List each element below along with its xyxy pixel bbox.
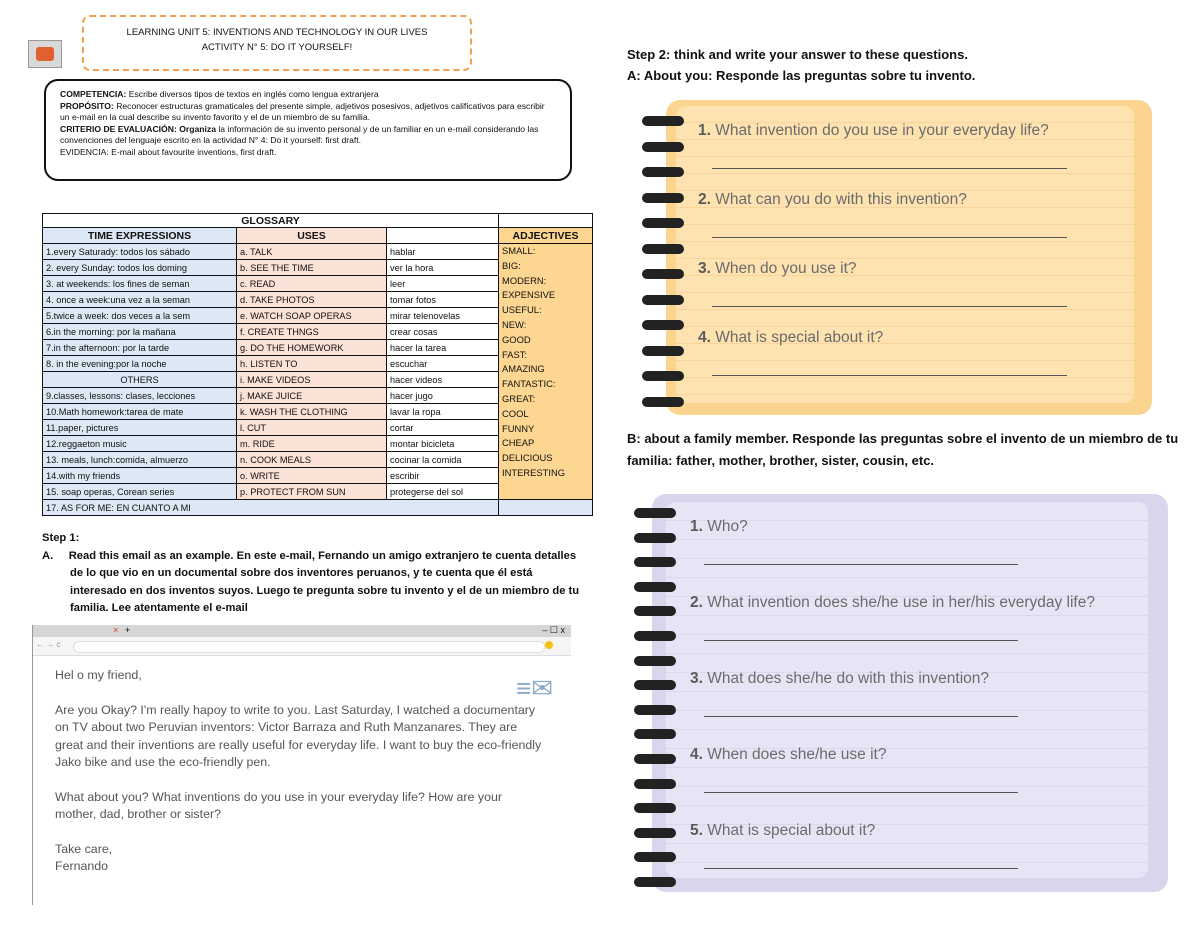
- question-text: Who?: [702, 518, 748, 535]
- use-verb: m. RIDE: [237, 436, 387, 452]
- spiral-ring-icon: [634, 705, 676, 715]
- adjective-item: BIG:: [502, 259, 521, 271]
- time-expression: 11.paper, pictures: [43, 420, 237, 436]
- glossary-table: [42, 213, 593, 516]
- question-item: [698, 329, 883, 347]
- use-verb: j. MAKE JUICE: [237, 388, 387, 404]
- answer-line[interactable]: [704, 716, 1018, 717]
- question-item: [690, 518, 748, 536]
- question-text: When do you use it?: [710, 260, 857, 277]
- question-item: [698, 191, 967, 209]
- time-expression: 2. every Sunday: todos los doming: [43, 260, 237, 276]
- use-spanish: escribir: [387, 468, 499, 484]
- time-expression: 15. soap operas, Corean series: [43, 484, 237, 500]
- header-adjectives: ADJECTIVES: [499, 228, 593, 244]
- spiral-ring-icon: [642, 116, 684, 126]
- use-spanish: crear cosas: [387, 324, 499, 340]
- use-verb: l. CUT: [237, 420, 387, 436]
- competencia-box: [44, 79, 572, 181]
- question-text: What invention does she/he use in her/his everyday life?: [702, 594, 1095, 611]
- use-verb: b. SEE THE TIME: [237, 260, 387, 276]
- answer-line[interactable]: [712, 237, 1067, 238]
- answer-line[interactable]: [704, 792, 1018, 793]
- time-expression: 6.in the morning: por la mañana: [43, 324, 237, 340]
- spiral-ring-icon: [634, 606, 676, 616]
- spiral-ring-icon: [642, 295, 684, 305]
- adjective-item: COOL: [502, 407, 529, 419]
- question-number: 4.: [690, 746, 703, 763]
- time-expression: 7.in the afternoon: por la tarde: [43, 340, 237, 356]
- email-greeting: Hel o my friend,: [55, 668, 142, 682]
- spiral-ring-icon: [634, 680, 676, 690]
- answer-line[interactable]: [704, 640, 1018, 641]
- competencia-text: Escribe diversos tipos de textos en inglés como lengua extranjera: [126, 89, 379, 99]
- use-verb: i. MAKE VIDEOS: [237, 372, 387, 388]
- tab-close-icon[interactable]: ×: [113, 625, 119, 635]
- question-item: [690, 822, 875, 840]
- step2-sub-b: B: about a family member. Responde las preguntas sobre el invento de un miembro de tu familia: father, mother, brother, sister, cousin, etc.: [627, 431, 1179, 468]
- time-expression: 8. in the evening:por la noche: [43, 356, 237, 372]
- use-verb: c. READ: [237, 276, 387, 292]
- use-verb: n. COOK MEALS: [237, 452, 387, 468]
- adjectives-list: [499, 244, 593, 500]
- answer-line[interactable]: [704, 564, 1018, 565]
- time-expression: 4. once a week:una vez a la seman: [43, 292, 237, 308]
- url-input[interactable]: [73, 641, 545, 653]
- adjective-item: FAST:: [502, 348, 528, 360]
- time-expression: 9.classes, lessons: clases, lecciones: [43, 388, 237, 404]
- proposito-label: PROPÓSITO:: [60, 100, 114, 111]
- email-closing: Take care,: [55, 841, 113, 856]
- question-item: [690, 746, 886, 764]
- step1-heading: Step 1:: [42, 532, 80, 544]
- spiral-ring-icon: [642, 244, 684, 254]
- use-verb: p. PROTECT FROM SUN: [237, 484, 387, 500]
- activity-title: ACTIVITY N° 5: DO IT YOURSELF!: [201, 42, 353, 53]
- spiral-ring-icon: [642, 218, 684, 228]
- spiral-ring-icon: [642, 193, 684, 203]
- use-spanish: cocinar la comida: [387, 452, 499, 468]
- question-number: 1.: [690, 518, 703, 535]
- spiral-ring-icon: [642, 397, 684, 407]
- adjective-item: EXPENSIVE: [502, 289, 556, 301]
- use-verb: o. WRITE: [237, 468, 387, 484]
- adjective-item: GOOD: [502, 333, 531, 345]
- browser-tabbar: [33, 625, 571, 637]
- use-spanish: hacer jugo: [387, 388, 499, 404]
- question-text: What is special about it?: [710, 329, 884, 346]
- use-spanish: protegerse del sol: [387, 484, 499, 500]
- email-body: [55, 667, 571, 876]
- adjective-item: AMAZING: [502, 363, 545, 375]
- adjective-item: USEFUL:: [502, 304, 542, 316]
- spiral-ring-icon: [634, 828, 676, 838]
- use-verb: h. LISTEN TO: [237, 356, 387, 372]
- spiral-ring-icon: [634, 656, 676, 666]
- use-verb: g. DO THE HOMEWORK: [237, 340, 387, 356]
- new-tab-icon[interactable]: +: [125, 625, 131, 635]
- spiral-ring-icon: [634, 779, 676, 789]
- spiral-ring-icon: [634, 803, 676, 813]
- question-text: What can you do with this invention?: [710, 191, 967, 208]
- answer-line[interactable]: [712, 168, 1067, 169]
- glossary-title: GLOSSARY: [43, 214, 499, 228]
- use-verb: e. WATCH SOAP OPERAS: [237, 308, 387, 324]
- spiral-ring-icon: [642, 371, 684, 381]
- adjective-item: FANTASTIC:: [502, 378, 556, 390]
- email-browser-window: [32, 625, 571, 905]
- use-spanish: tomar fotos: [387, 292, 499, 308]
- use-spanish: hablar: [387, 244, 499, 260]
- adjective-item: INTERESTING: [502, 466, 566, 478]
- notebook-a: [666, 100, 1152, 415]
- use-spanish: cortar: [387, 420, 499, 436]
- others-label: OTHERS: [43, 372, 237, 388]
- adjective-item: MODERN:: [502, 274, 547, 286]
- header-uses: USES: [237, 228, 387, 244]
- criterio-label: CRITERIO DE EVALUACIÓN: Organiza: [60, 123, 216, 134]
- question-number: 2.: [698, 191, 711, 208]
- use-spanish: mirar telenovelas: [387, 308, 499, 324]
- question-item: [698, 122, 1049, 140]
- use-verb: a. TALK: [237, 244, 387, 260]
- use-spanish: hacer la tarea: [387, 340, 499, 356]
- use-spanish: ver la hora: [387, 260, 499, 276]
- extension-icon[interactable]: [545, 641, 553, 649]
- question-number: 2.: [690, 594, 703, 611]
- question-item: [690, 670, 989, 688]
- question-text: What invention do you use in your everyday life?: [710, 122, 1049, 139]
- glossary-row: [43, 244, 593, 260]
- spiral-ring-icon: [634, 852, 676, 862]
- question-text: What does she/he do with this invention?: [702, 670, 989, 687]
- spiral-ring-icon: [634, 508, 676, 518]
- use-spanish: lavar la ropa: [387, 404, 499, 420]
- spiral-ring-icon: [634, 582, 676, 592]
- time-expression: 13. meals, lunch:comida, almuerzo: [43, 452, 237, 468]
- envelope-icon: ≡✉: [516, 673, 553, 703]
- step2-sub-a: A: About you: Responde las preguntas sobre tu invento.: [627, 68, 976, 83]
- email-signature: Fernando: [55, 859, 109, 873]
- question-text: What is special about it?: [702, 822, 876, 839]
- spiral-ring-icon: [634, 754, 676, 764]
- question-number: 4.: [698, 329, 711, 346]
- notebook-a-page: [676, 106, 1134, 403]
- spiral-ring-icon: [634, 877, 676, 887]
- step1-section: [42, 530, 582, 618]
- spiral-ring-icon: [642, 269, 684, 279]
- email-paragraph-2: What about you? What inventions do you use in your everyday life? How are your mother, dad, brother or sister?: [55, 789, 502, 821]
- adjective-item: GREAT:: [502, 392, 536, 404]
- address-bar-row: [33, 637, 571, 656]
- spiral-ring-icon: [634, 557, 676, 567]
- question-item: [690, 594, 1095, 612]
- step2-section: [627, 44, 1187, 86]
- nav-buttons[interactable]: ← → c: [36, 640, 61, 649]
- answer-line[interactable]: [712, 375, 1067, 376]
- spiral-ring-icon: [634, 729, 676, 739]
- adjective-item: SMALL:: [502, 245, 536, 256]
- use-spanish: montar bicicleta: [387, 436, 499, 452]
- use-verb: k. WASH THE CLOTHING: [237, 404, 387, 420]
- adjective-item: DELICIOUS: [502, 452, 553, 464]
- step1-item-a: A. Read this email as an example. En este e-mail, Fernando un amigo extranjero te cuenta detalles de lo que vio en un documental sobre dos inventores peruanos, y te cuenta que él está interesado en dos inventos suyos. Luego te pregunta sobre tu invento y el de un miembro de tu familia. Lee atentamente el e-mail: [42, 549, 580, 615]
- question-text: When does she/he use it?: [702, 746, 887, 763]
- use-spanish: leer: [387, 276, 499, 292]
- adjective-item: CHEAP: [502, 437, 535, 449]
- answer-line[interactable]: [704, 868, 1018, 869]
- window-controls[interactable]: – ☐ x: [542, 625, 565, 635]
- adjective-item: NEW:: [502, 318, 527, 330]
- use-verb: d. TAKE PHOTOS: [237, 292, 387, 308]
- use-spanish: hacer videos: [387, 372, 499, 388]
- spiral-ring-icon: [642, 346, 684, 356]
- time-expression: 5.twice a week: dos veces a la sem: [43, 308, 237, 324]
- spiral-ring-icon: [634, 631, 676, 641]
- unit-logo-icon: [28, 40, 62, 68]
- competencia-label: COMPETENCIA:: [60, 89, 127, 99]
- header-time-expressions: TIME EXPRESSIONS: [43, 228, 237, 244]
- spiral-ring-icon: [634, 533, 676, 543]
- spiral-ring-icon: [642, 320, 684, 330]
- unit-title: LEARNING UNIT 5: INVENTIONS AND TECHNOLOGY IN OUR LIVES: [126, 27, 428, 38]
- time-expression: 3. at weekends: los fines de seman: [43, 276, 237, 292]
- step2-heading: Step 2: think and write your answer to these questions.: [627, 47, 968, 62]
- title-box: [82, 15, 472, 71]
- question-number: 1.: [698, 122, 711, 139]
- time-expression: 10.Math homework:tarea de mate: [43, 404, 237, 420]
- time-expression: 14.with my friends: [43, 468, 237, 484]
- time-expression: 12.reggaeton music: [43, 436, 237, 452]
- question-number: 3.: [690, 670, 703, 687]
- time-expression: 1.every Saturady: todos los sábado: [43, 244, 237, 260]
- spiral-ring-icon: [642, 167, 684, 177]
- question-item: [698, 260, 857, 278]
- use-spanish: escuchar: [387, 356, 499, 372]
- adjective-item: FUNNY: [502, 422, 535, 434]
- proposito-text: Reconocer estructuras gramaticales del presente simple, adjetivos posesivos, adjetivos calificativos para escribir un e-mail en la cual describe su invento favorito y el de un miembro de su familia.: [60, 100, 545, 123]
- spiral-ring-icon: [642, 142, 684, 152]
- evidencia-text: EVIDENCIA: E-mail about favourite inventions, first draft.: [60, 146, 277, 157]
- question-number: 5.: [690, 822, 703, 839]
- criterio-text: la información de su invento personal y de un familiar en un e-mail considerando las convenciones del lenguaje escrito en la actividad N° 4: Do it yourself: first draft.: [60, 123, 539, 146]
- answer-line[interactable]: [712, 306, 1067, 307]
- question-number: 3.: [698, 260, 711, 277]
- use-verb: f. CREATE THNGS: [237, 324, 387, 340]
- email-paragraph-1: Are you Okay? I'm really hapoy to write to you. Last Saturday, I watched a documentary on TV about two Peruvian inventors: Victor Barraza and Ruth Manzanares. They are great and their inventions are really useful for everyday life. I want to buy the eco-friendly Jako bike and use the eco-friendly pen.: [55, 702, 542, 769]
- as-for-me-row: 17. AS FOR ME: EN CUANTO A MI: [43, 500, 499, 516]
